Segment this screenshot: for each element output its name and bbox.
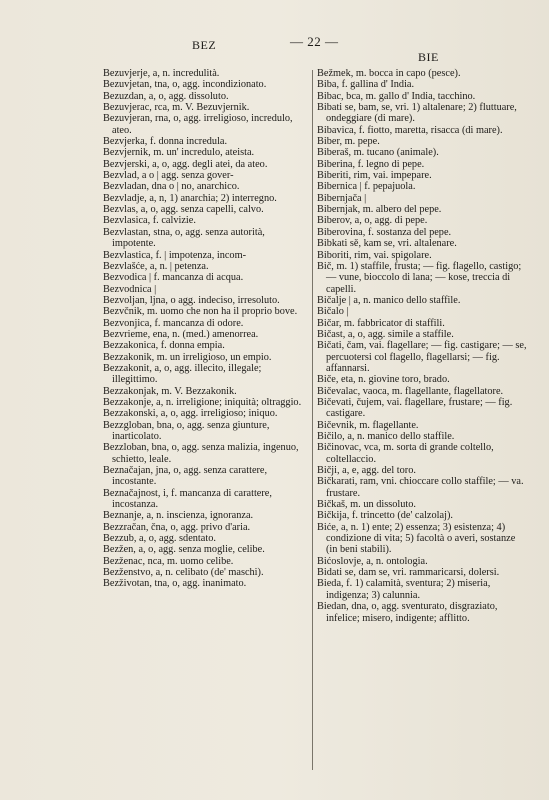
- dictionary-entry: Biberovina, f. sostanza del pepe.: [317, 226, 452, 238]
- dictionary-entry: Bezuvjeran, rna, o, agg. irreligioso, incredulo, ateo.: [103, 113, 293, 136]
- dictionary-entry: Bezzub, a, o, agg. sdentato.: [103, 533, 216, 545]
- dictionary-entry: Biberina, f. legno di pepe.: [317, 158, 425, 170]
- dictionary-entry: Bič, m. 1) staffile, frusta; — fig. flagello, castigo; — vune, bioccolo di lana; — kose, treccia di capelli.: [317, 260, 522, 295]
- dictionary-entry: Beznanje, a, n. inscienza, ignoranza.: [103, 510, 254, 522]
- dictionary-entry: Bičinovac, vca, m. sorta di grande coltello, coltellaccio.: [317, 442, 494, 465]
- dictionary-entry: Bezzračan, čna, o, agg. privo d'aria.: [103, 521, 251, 533]
- dictionary-entry: Bežmek, m. bocca in capo (pesce).: [317, 68, 461, 79]
- dictionary-entry: Bičati, čam, vai. flagellare; — fig. castigare; — se, percuotersi col flagello, flagellarsi; — fig. affannarsi.: [317, 340, 527, 374]
- dictionary-entry: Bezvjernik, m. un' incredulo, ateista.: [103, 147, 255, 159]
- dictionary-entry: Biedan, dna, o, agg. sventurato, disgraziato, infelice; misero, indigente; afflitto.: [317, 601, 498, 624]
- dictionary-entry: Bezvoljan, ljna, o agg. indeciso, irresoluto.: [103, 294, 280, 306]
- dictionary-entry: Bezvlasica, f. calvizie.: [103, 215, 196, 227]
- dictionary-entry: Bezvodica | f. mancanza di acqua.: [103, 272, 244, 284]
- dictionary-entry: Biba, f. gallina d' India.: [317, 79, 415, 91]
- header-left-guideword: BEZ: [192, 38, 217, 52]
- dictionary-entry: Bezvčnik, m. uomo che non ha il proprio bove.: [103, 306, 298, 318]
- dictionary-entry: Bibkati sě, kam se, vri. altalenare.: [317, 238, 457, 250]
- dictionary-entry: Bezzakonje, a, n. irreligione; iniquità; oltraggio.: [103, 396, 302, 408]
- column-divider: [312, 70, 313, 770]
- dictionary-entry: Bezžen, a, o, agg. senza moglie, celibe.: [103, 544, 265, 556]
- dictionary-entry: Bičevalac, vaoca, m. flagellante, flagellatore.: [317, 385, 504, 397]
- dictionary-entry: Bićoslovje, a, n. ontologia.: [317, 555, 428, 567]
- dictionary-entry: Bezvodnica |: [103, 283, 157, 295]
- dictionary-entry: Bezvjerski, a, o, agg. degli atei, da ateo.: [103, 158, 268, 170]
- dictionary-entry: Biče, eta, n. giovine toro, brado.: [317, 374, 450, 386]
- dictionary-entry: Bezvladje, a, n, 1) anarchia; 2) interregno.: [103, 192, 277, 204]
- dictionary-entry: Bezuzdan, a, o, agg. dissoluto.: [103, 90, 229, 102]
- dictionary-entry: Bičar, m. fabbricator di staffili.: [317, 317, 445, 329]
- dictionary-entry: Bibati se, bam, se, vri. 1) altalenare; 2) fluttuare, ondeggiare (di mare).: [317, 102, 517, 125]
- dictionary-entry: Bezvladan, dna o | no, anarchico.: [103, 181, 240, 193]
- dictionary-entry: Bezvlašće, a, n. | petenza.: [103, 260, 209, 272]
- dictionary-entry: Bezvonjica, f. mancanza di odore.: [103, 317, 244, 329]
- dictionary-entry: Bezženac, nca, m. uomo celibe.: [103, 555, 234, 567]
- dictionary-entry: Bezvlad, a o | agg. senza gover-: [103, 170, 234, 182]
- dictionary-entry: Bezzakonski, a, o, agg. irreligioso; iniquo.: [103, 408, 278, 420]
- dictionary-entry: Bezvlastica, f. | impotenza, incom-: [103, 249, 247, 261]
- dictionary-entry: Bičast, a, o, agg. simile a staffile.: [317, 328, 454, 340]
- dictionary-entry: Bezvrieme, ena, n. (med.) amenorrea.: [103, 328, 259, 340]
- dictionary-entry: Bezzgloban, bna, o, agg. senza giunture, inarticolato.: [103, 419, 270, 442]
- dictionary-entry: Biboriti, rim, vai. spigolare.: [317, 249, 432, 261]
- dictionary-entry: Bieda, f. 1) calamità, sventura; 2) miseria, indigenza; 3) calunnia.: [317, 578, 491, 601]
- dictionary-entry: Biberov, a, o, agg. di pepe.: [317, 215, 428, 227]
- dictionary-entry: Bibavica, f. fiotto, maretta, risacca (di mare).: [317, 124, 503, 136]
- dictionary-entry: Bezvlas, a, o, agg. senza capelli, calvo.: [103, 204, 264, 216]
- dictionary-entry: Bičevati, čujem, vai. flagellare, frustare; — fig. castigare.: [317, 396, 513, 420]
- dictionary-entry: Bibac, bca, m. gallo d' India, tacchino.: [317, 90, 476, 102]
- dictionary-entry: Bezuvjerje, a, n. incredulità.: [103, 68, 220, 79]
- dictionary-entry: Bičalo |: [317, 306, 349, 318]
- dictionary-entry: Bezuvjerac, rca, m. V. Bezuvjernik.: [103, 102, 250, 114]
- dictionary-entry: Bibernica | f. pepajuola.: [317, 181, 416, 193]
- dictionary-entry: Bibernjak, m. albero del pepe.: [317, 204, 442, 216]
- dictionary-entry: Bezživotan, tna, o, agg. inanimato.: [103, 578, 247, 590]
- dictionary-entry: Biberiti, rim, vai. impepare.: [317, 170, 432, 182]
- dictionary-entry: Bibernjača |: [317, 192, 367, 204]
- right-column: [317, 68, 527, 624]
- dictionary-entry: Biće, a, n. 1) ente; 2) essenza; 3) esistenza; 4) condizione di vita; 5) facoltà o averi, sostanze (in beni stabili).: [317, 521, 516, 556]
- dictionary-entry: Bezženstvo, a, n. celibato (de' maschi).: [103, 567, 264, 579]
- dictionary-entry: Bezvlastan, stna, o, agg. senza autorità, impotente.: [103, 226, 265, 250]
- dictionary-entry: Bičji, a, e, agg. del toro.: [317, 465, 416, 477]
- dictionary-entry: Bičevnik, m. flagellante.: [317, 419, 419, 431]
- dictionary-entry: Bičkija, f. trincetto (de' calzolaj).: [317, 510, 453, 522]
- dictionary-entry: Bezzakonik, m. un irreligioso, un empio.: [103, 351, 272, 363]
- dictionary-entry: Bičilo, a, n. manico dello staffile.: [317, 431, 455, 442]
- dictionary-entry: Beznačajnost, i, f. mancanza di carattere, incostanza.: [103, 487, 272, 511]
- dictionary-entry: Biberaš, m. tucano (animale).: [317, 147, 439, 159]
- dictionary-entry: Bezzakonit, a, o, agg. illecito, illegale; illegittimo.: [103, 362, 262, 386]
- dictionary-entry: Bezzakonica, f. donna empia.: [103, 340, 225, 352]
- dictionary-entry: Bezzloban, bna, o, agg. senza malizia, ingenuo, schietto, leale.: [103, 442, 299, 465]
- left-column: [103, 68, 309, 590]
- dictionary-entry: Biber, m. pepe.: [317, 136, 380, 148]
- dictionary-entry: Beznačajan, jna, o, agg. senza carattere, incostante.: [103, 465, 268, 488]
- header-right-guideword: BIE: [418, 50, 439, 64]
- dictionary-entry: Bičkarati, ram, vni. chioccare collo staffile; — va. frustare.: [317, 476, 524, 499]
- page-number: — 22 —: [290, 34, 339, 49]
- dictionary-entry: Bezzakonjak, m. V. Bezzakonik.: [103, 385, 237, 397]
- dictionary-entry: Bezvjerka, f. donna incredula.: [103, 136, 228, 148]
- dictionary-entry: Bičalje | a, n. manico dello staffile.: [317, 294, 461, 306]
- dictionary-entry: Bidati se, dam se, vri. rammaricarsi, dolersi.: [317, 567, 500, 579]
- dictionary-entry: Bičkaš, m. un dissoluto.: [317, 499, 416, 511]
- dictionary-entry: Bezuvjetan, tna, o, agg. incondizionato.: [103, 79, 267, 91]
